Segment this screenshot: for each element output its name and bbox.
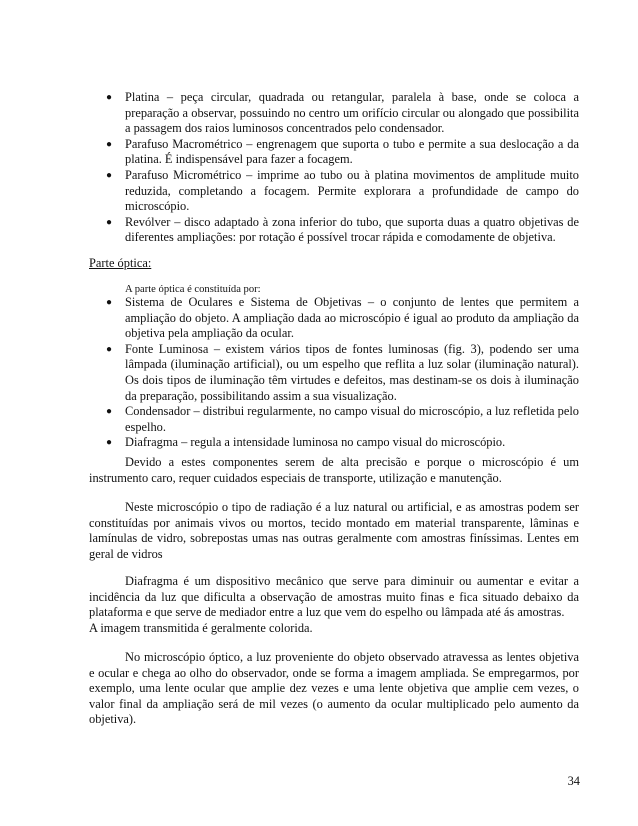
bullet-icon: ●: [106, 138, 113, 150]
list-item-diafragma: [89, 435, 579, 451]
paragraph-block-1: [89, 455, 579, 486]
list-item-parafuso-macrometrico: [89, 137, 579, 168]
list-item-platina: [89, 90, 579, 137]
body-paragraph: No microscópio óptico, a luz proveniente do objeto observado atravessa as lentes objetiva e ocular e chega ao olho do observador, onde se forma a imagem ampliada. Se empregarmos, por exemplo, uma lente ocular que amplie dez vezes e uma lente objetiva que amplie cem vezes, o valor final da ampliação será de mil vezes (o aumento da ocular multiplicado pelo aumento da objetiva).: [89, 650, 579, 727]
list-item-fonte-luminosa: [89, 342, 579, 404]
list-item-text: Condensador – distribui regularmente, no campo visual do microscópio, a luz refletida pelo espelho.: [125, 404, 579, 434]
bullet-icon: ●: [106, 406, 113, 418]
bullet-icon: ●: [106, 216, 113, 228]
bullet-icon: ●: [106, 92, 113, 103]
list-item-parafuso-micrometrico: [89, 168, 579, 215]
list-item-text: Sistema de Oculares e Sistema de Objetivas – o conjunto de lentes que permitem a ampliação do objeto. A ampliação dada ao microscópio é igual ao produto da ampliação da objetiva pela ampliação da ocular.: [125, 295, 579, 341]
body-paragraph: Neste microscópio o tipo de radiação é a luz natural ou artificial, e as amostras podem ser constituídas por animais vivos ou mortos, tecido montado em material transparente, lâminas e lamínulas de vidro, sobrepostas umas nas outras geralmente com amostras finíssimas. Lentes em geral de vidros: [89, 500, 579, 561]
list-item-text: Revólver – disco adaptado à zona inferior do tubo, que suporta duas a quatro objetivas de diferentes ampliações: por rotação é possível trocar rápida e comodamente de objetiva.: [125, 214, 579, 245]
list-item-revolver: [89, 215, 579, 246]
mechanical-parts-section: [89, 90, 579, 246]
mechanical-parts-list: [89, 90, 579, 246]
section-intro: A parte óptica é constituída por:: [125, 284, 261, 295]
section-heading: Parte óptica:: [89, 256, 152, 270]
optical-parts-heading-block: [89, 256, 579, 272]
list-item-text: Parafuso Macrométrico – engrenagem que suporta o tubo e permite a sua deslocação a da platina. É indispensável para fazer a focagem.: [125, 136, 579, 167]
list-item-text: Fonte Luminosa – existem vários tipos de fontes luminosas (fig. 3), podendo ser uma lâmpada (iluminação artificial), ou um espelho que reflita a luz solar (iluminação natural). Os dois tipos de iluminação têm virtudes e defeitos, mas destinam-se os dois à iluminação da preparação, possibilitando assim a sua visualização.: [125, 341, 579, 403]
optical-parts-section: [89, 295, 579, 451]
list-item-text: Diafragma – regula a intensidade luminosa no campo visual do microscópio.: [125, 435, 506, 450]
paragraph-block-3: [89, 574, 579, 636]
list-item-text: Platina – peça circular, quadrada ou retangular, paralela à base, onde se coloca a preparação a observar, possuindo no centro um orifício circular ou alongado que possibilita a passagem dos raios luminosos concentrados pelo condensador.: [125, 90, 579, 136]
body-paragraph: Devido a estes componentes serem de alta precisão e porque o microscópio é um instrumento caro, requer cuidados especiais de transporte, utilização e manutenção.: [89, 455, 579, 485]
bullet-icon: ●: [106, 297, 113, 308]
bullet-icon: ●: [106, 169, 113, 181]
list-item-oculares-objetivas: [89, 295, 579, 342]
bullet-icon: ●: [106, 343, 113, 355]
body-paragraph-continuation: A imagem transmitida é geralmente colorida.: [89, 620, 313, 635]
page-number: 34: [567, 774, 580, 788]
paragraph-block-4: [89, 650, 579, 728]
body-paragraph: Diafragma é um dispositivo mecânico que serve para diminuir ou aumentar e evitar a incidência da luz que dificulta a observação de amostras muito finas e fica situado debaixo da plataforma e que serve de mediador entre a luz que vem do espelho ou lâmpada até ás amostras.: [89, 574, 579, 620]
bullet-icon: ●: [106, 437, 113, 449]
paragraph-block-2: [89, 500, 579, 562]
list-item-condensador: [89, 404, 579, 435]
optical-parts-list: [89, 295, 579, 451]
list-item-text: Parafuso Micrométrico – imprime ao tubo ou à platina movimentos de amplitude muito reduzida, completando a focagem. Permite explorara a profundidade de campo do microscópio.: [125, 167, 579, 214]
